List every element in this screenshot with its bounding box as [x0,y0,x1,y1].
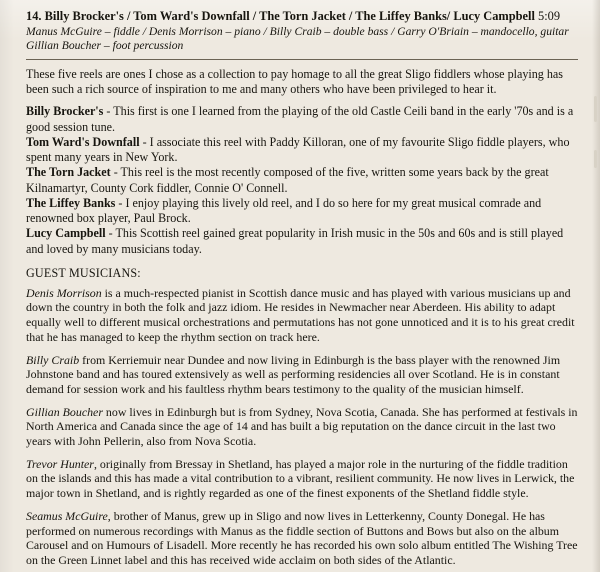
tune-note [26,135,578,165]
track-credits: Manus McGuire – fiddle / Denis Morrison – piano / Billy Craib – double bass / Garry O'Briain – mandocello, guitar Gillian Boucher – foot percussion [26,24,569,53]
divider [26,59,578,60]
guest-musician-bio [26,353,578,397]
guest-musician-bio [26,457,578,501]
track-title [26,10,578,24]
tune-description: - This reel is the most recently composed of the five, written some years back by the great Kilnamartyr, County Cork fiddler, Connie O' Connell. [26,165,549,195]
guest-musicians-heading: GUEST MUSICIANS: [26,265,141,280]
guest-musician-bio [26,509,578,568]
tune-note [26,104,578,134]
tune-name: Billy Brocker's [26,104,104,119]
page-margin-mark [594,96,597,122]
track-intro-paragraph: These five reels are ones I chose as a collection to pay homage to all the great Sligo fiddlers whose playing has been such a rich source of inspiration to me and many others who have been privileged to hear it. [26,67,563,97]
guest-bio-text: from Kerriemuir near Dundee and now living in Edinburgh is the bass player with the renowned Jim Johnstone band and has toured extensively as well as performing residencies all over Scotland. He is in constant demand for session work and his faultless rhythm bears testimony to the quality of the musician himself. [26,352,561,396]
guest-bio-text: is a much-respected pianist in Scottish dance music and has played with various musicians up and down the country in both the folk and jazz idiom. He resides in Newmacher near Aberdeen. His ability to adapt equally well to different musical orchestrations and permutations has not gone unnoticed and it is to his great credit that he has managed to keep the rhythm section on track here. [26,285,575,344]
tune-description: - This Scottish reel gained great popularity in Irish music in the 50s and 60s and is still played and loved by many musicians today. [26,226,564,256]
guest-bio-text: , brother of Manus, grew up in Sligo and now lives in Letterkenny, County Donegal. He has performed on numerous recordings with Manus as the fiddle section of Buttons and Bows but also on the album Carousel and on Humours of Lisadell. More recently he has recorded his own solo album entitled The Wishing Tree on the Green Linnet label and this has received wide acclaim on both sides of the Atlantic. [26,508,578,567]
tune-note [26,165,578,195]
tune-notes-list [26,104,578,256]
guest-bio-text: , originally from Bressay in Shetland, has played a major role in the nurturing of the fiddle tradition on the islands and this has made a vital contribution to a vibrant, resilient community. He now lives in Lerwick, the major town in Shetland, and is rightly regarded as one of the finest exponents of the Shetland fiddle style. [26,456,575,501]
guest-bio-text: now lives in Edinburgh but is from Sydney, Nova Scotia, Canada. She has performed at festivals in North America and Canada since the age of 14 and has built a big reputation on the dance circuit in the last two years with John Pellerin, also from Nova Scotia. [26,404,578,449]
tune-note [26,226,578,256]
tune-note [26,196,578,226]
guest-musician-bio [26,286,578,345]
guest-musician-bio [26,405,578,449]
tune-name: Tom Ward's Downfall [26,134,140,149]
track-tune-titles: Billy Brocker's / Tom Ward's Downfall / The Torn Jacket / The Liffey Banks/ Lucy Campbell [44,9,535,23]
page-margin-mark [594,150,597,168]
guest-name: Trevor Hunter [26,456,94,471]
track-number: 14. [26,9,42,23]
tune-name: The Torn Jacket [26,165,111,180]
tune-description: - I associate this reel with Paddy Killoran, one of my favourite Sligo fiddle players, who spent many years in New York. [26,134,570,165]
guest-name: Gillian Boucher [26,404,103,419]
tune-name: Lucy Campbell [26,226,106,241]
tune-description: - I enjoy playing this lively old reel, and I do so here for my great musical comrade and renowned box player, Paul Brock. [26,195,542,226]
page-edge-shadow [592,0,600,572]
guest-name: Denis Morrison [26,285,102,300]
guest-name: Billy Craib [26,352,80,367]
track-duration: 5:09 [538,9,561,23]
tune-description: - This first is one I learned from the playing of the old Castle Ceili band in the early '70s and is a good session tune. [26,104,574,134]
guest-name: Seamus McGuire [26,508,108,523]
tune-name: The Liffey Banks [26,195,116,210]
